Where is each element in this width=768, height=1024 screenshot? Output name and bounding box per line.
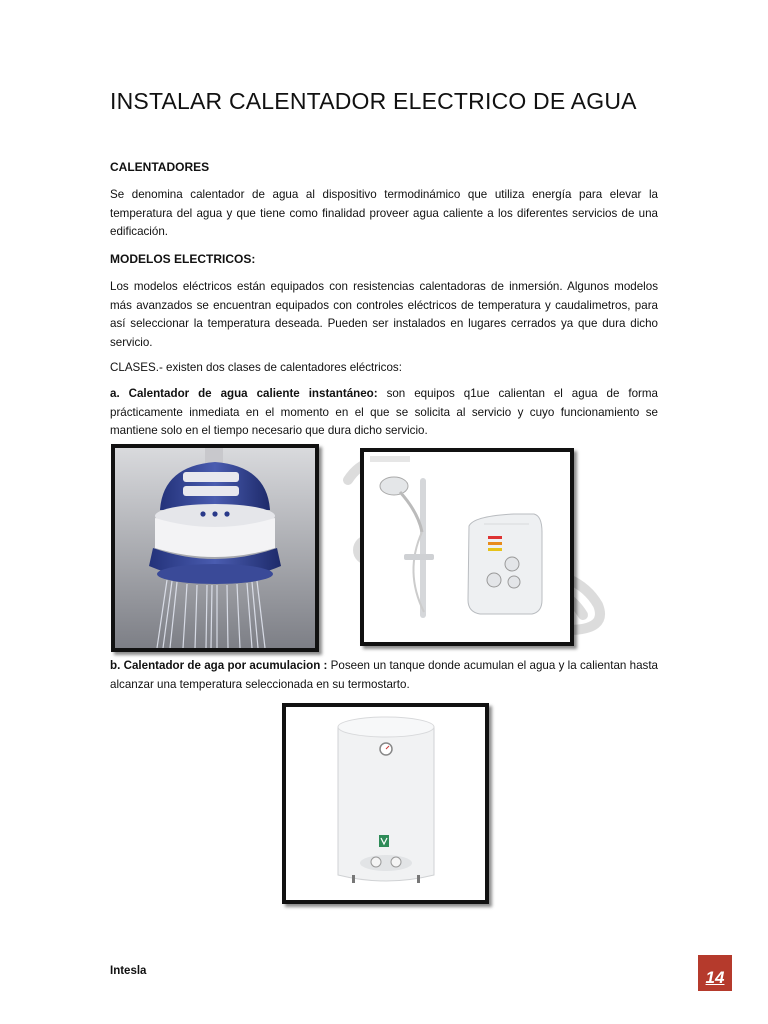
item-b-label: b. Calentador de aga por acumulacion :: [110, 659, 328, 672]
paragraph-modelos: Los modelos eléctricos están equipados con resistencias calentadoras de inmersión. Algunos modelos más avanzados se encuentran equipados con controles eléctricos de temperatura y caudalimetros, para así seleccionar la temperatura deseada. Pueden ser instalados en lugares cerrados ya que dura dicho servicio.: [110, 280, 658, 349]
paragraph-item-b: [110, 657, 658, 694]
paragraph-item-a: [110, 385, 658, 441]
image-electric-shower: [360, 448, 574, 646]
item-b-text: Poseen un tanque donde acumulan el agua y la calientan hasta alcanzar una temperatura seleccionada en su termostarto.: [110, 659, 658, 691]
section-heading-modelos: MODELOS ELECTRICOS:: [110, 252, 256, 266]
image-storage-tank-heater: [282, 703, 489, 904]
footer-company: Intesla: [110, 965, 147, 977]
item-a-text: son equipos q1ue calientan el agua de forma prácticamente inmediata en el momento en el que se solicita al servicio y cuyo funcionamiento se mantiene solo en el tiempo necesario que dura dicho servicio.: [110, 387, 658, 437]
image-instant-heater-head: [111, 444, 319, 652]
paragraph-calentadores: Se denomina calentador de agua al dispositivo termodinámico que utiliza energía para elevar la temperatura del agua y que tiene como finalidad proveer agua caliente a los diferentes servicios de una edificación.: [110, 188, 658, 238]
item-a-label: a. Calentador de agua caliente instantáneo:: [110, 387, 378, 400]
page-title: INSTALAR CALENTADOR ELECTRICO DE AGUA: [110, 88, 637, 114]
section-heading-calentadores: CALENTADORES: [110, 160, 210, 174]
page-number-badge: [698, 955, 732, 991]
page-number: 14: [705, 968, 725, 987]
paragraph-clases: CLASES.- existen dos clases de calentadores eléctricos:: [110, 361, 402, 374]
